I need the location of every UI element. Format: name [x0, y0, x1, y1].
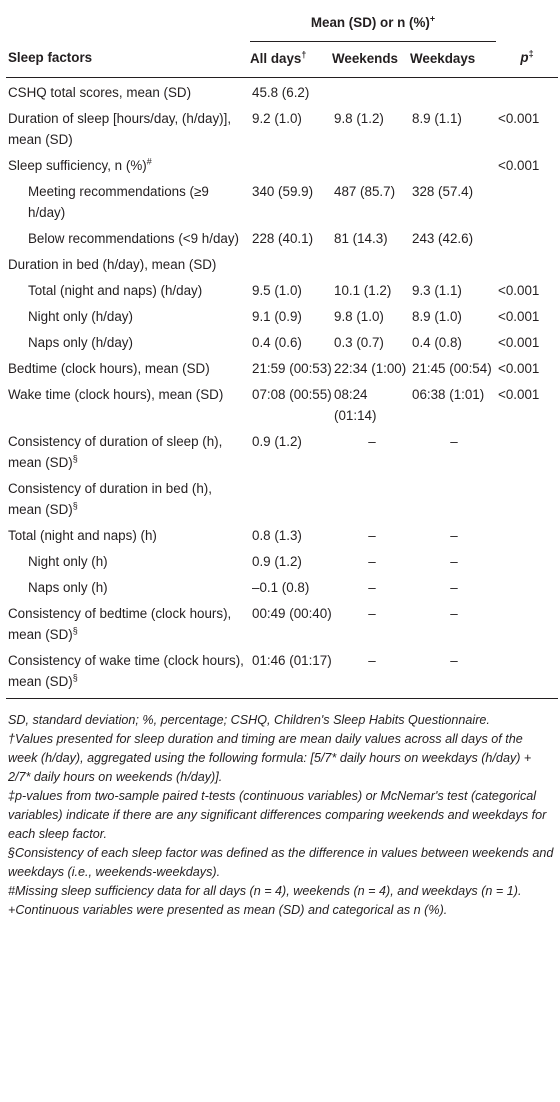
cell-all-days: 0.9 (1.2)	[252, 433, 302, 449]
cell-weekends	[332, 476, 410, 523]
cell-all-days: 45.8 (6.2)	[252, 84, 310, 100]
cell-p-value	[496, 575, 558, 601]
footnote: †Values presented for sleep duration and timing are mean daily values across all days of the week (h/day), aggregated using the following formula: [5/7* daily hours on weekdays (h/day) + 2/7* daily hours on weekends (h/day)].	[8, 731, 532, 784]
table-row	[6, 648, 558, 699]
cell-weekdays: –	[450, 605, 458, 621]
table-row	[6, 523, 558, 549]
cell-weekends	[332, 153, 410, 179]
row-label: Bedtime (clock hours), mean (SD)	[8, 360, 210, 376]
row-label: CSHQ total scores, mean (SD)	[8, 84, 192, 100]
row-label: Naps only (h)	[28, 579, 108, 595]
cell-p-value	[496, 252, 558, 278]
footnote: #Missing sleep sufficiency data for all days (n = 4), weekends (n = 4), and weekdays (n = 1).	[8, 883, 522, 898]
cell-weekdays	[410, 252, 496, 278]
cell-p-value	[496, 648, 558, 699]
col-header-factor: Sleep factors	[8, 50, 93, 66]
group-header	[250, 0, 496, 39]
cell-all-days: 00:49 (00:40)	[252, 605, 332, 621]
group-header-sup: +	[429, 13, 436, 24]
table-row	[6, 106, 558, 153]
cell-weekends: 487 (85.7)	[334, 183, 396, 199]
cell-all-days: 9.1 (0.9)	[252, 308, 302, 324]
cell-all-days: 21:59 (00:53)	[252, 360, 332, 376]
row-label: Consistency of duration in bed (h), mean (SD)§	[8, 480, 212, 517]
cell-weekdays: –	[450, 579, 458, 595]
cell-weekdays: 243 (42.6)	[412, 230, 474, 246]
table-row	[6, 226, 558, 252]
table-row	[6, 382, 558, 429]
col-header-weekdays: Weekdays	[410, 50, 476, 66]
table-footnotes	[6, 699, 558, 920]
cell-weekdays: 8.9 (1.0)	[412, 308, 462, 324]
footnote: ‡p-values from two-sample paired t-tests (continuous variables) or McNemar's test (categorical variables) indicate if there are any significant differences comparing weekends and weekdays for each sleep factor.	[8, 788, 547, 841]
row-label-sup: §	[72, 672, 78, 683]
footnote: SD, standard deviation; %, percentage; CSHQ, Children's Sleep Habits Questionnaire.	[8, 712, 490, 727]
cell-weekends: 9.8 (1.2)	[334, 110, 384, 126]
cell-p-value: <0.001	[498, 282, 540, 298]
row-label: Meeting recommendations (≥9 h/day)	[28, 183, 209, 220]
cell-weekends: 22:34 (1:00)	[334, 360, 407, 376]
table-row	[6, 549, 558, 575]
cell-weekdays: –	[450, 553, 458, 569]
table-row	[6, 429, 558, 476]
cell-weekdays: 9.3 (1.1)	[412, 282, 462, 298]
cell-p-value: <0.001	[498, 386, 540, 402]
cell-all-days	[250, 476, 332, 523]
cell-p-value: <0.001	[498, 308, 540, 324]
cell-weekdays	[410, 153, 496, 179]
cell-p-value	[496, 179, 558, 226]
col-header-p: p‡	[520, 48, 534, 66]
cell-weekdays: 328 (57.4)	[412, 183, 474, 199]
cell-p-value	[496, 429, 558, 476]
table-row	[6, 77, 558, 106]
cell-weekends	[332, 77, 410, 106]
cell-all-days: 0.4 (0.6)	[252, 334, 302, 350]
cell-p-value	[496, 226, 558, 252]
cell-p-value	[496, 77, 558, 106]
cell-weekdays: 06:38 (1:01)	[412, 386, 485, 402]
table-row	[6, 252, 558, 278]
cell-weekends: 08:24 (01:14)	[334, 386, 377, 423]
cell-p-value	[496, 523, 558, 549]
cell-all-days: 228 (40.1)	[252, 230, 314, 246]
col-header-all-days: All days†	[250, 49, 307, 66]
cell-all-days	[250, 153, 332, 179]
row-label: Consistency of duration of sleep (h), mean (SD)§	[8, 433, 223, 470]
footnote: §Consistency of each sleep factor was defined as the difference in values between weekends and weekdays (i.e., weekends-weekdays).	[8, 845, 554, 879]
table-header	[6, 0, 558, 77]
row-label: Consistency of wake time (clock hours), mean (SD)§	[6, 648, 250, 699]
cell-weekdays: 8.9 (1.1)	[412, 110, 462, 126]
cell-all-days: 340 (59.9)	[252, 183, 314, 199]
row-label: Duration of sleep [hours/day, (h/day)], mean (SD)	[8, 110, 232, 147]
table-row	[6, 179, 558, 226]
row-label: Wake time (clock hours), mean (SD)	[8, 386, 224, 402]
row-label: Total (night and naps) (h/day)	[28, 282, 203, 298]
cell-weekdays: 0.4 (0.8)	[412, 334, 462, 350]
cell-weekends: –	[368, 527, 376, 543]
cell-p-value	[496, 601, 558, 648]
cell-weekends: –	[368, 553, 376, 569]
cell-p-value	[496, 476, 558, 523]
cell-all-days: 01:46 (01:17)	[250, 648, 332, 699]
cell-all-days: 07:08 (00:55)	[252, 386, 332, 402]
row-label-sup: §	[72, 625, 78, 636]
cell-weekends: 81 (14.3)	[334, 230, 388, 246]
row-label-sup: §	[72, 453, 78, 464]
row-label: Duration in bed (h/day), mean (SD)	[8, 256, 217, 272]
row-label-sup: §	[72, 500, 78, 511]
cell-weekends: 9.8 (1.0)	[334, 308, 384, 324]
cell-weekends: 0.3 (0.7)	[334, 334, 384, 350]
cell-weekdays: 21:45 (00:54)	[412, 360, 492, 376]
row-label: Total (night and naps) (h)	[8, 527, 157, 543]
cell-all-days: 9.5 (1.0)	[252, 282, 302, 298]
table-row	[6, 278, 558, 304]
cell-weekends: –	[368, 433, 376, 449]
row-label: Night only (h/day)	[28, 308, 133, 324]
cell-weekdays: –	[450, 433, 458, 449]
cell-all-days: 0.9 (1.2)	[252, 553, 302, 569]
row-label: Night only (h)	[28, 553, 108, 569]
cell-weekends: –	[332, 648, 410, 699]
row-label: Consistency of bedtime (clock hours), mean (SD)§	[8, 605, 232, 642]
row-label: Sleep sufficiency, n (%)#	[8, 156, 152, 173]
cell-weekdays	[410, 77, 496, 106]
cell-weekends	[332, 252, 410, 278]
cell-all-days	[250, 252, 332, 278]
row-label: Below recommendations (<9 h/day)	[28, 230, 240, 246]
sleep-factors-table	[6, 0, 558, 699]
cell-weekdays	[410, 476, 496, 523]
cell-weekdays: –	[410, 648, 496, 699]
cell-weekends: 10.1 (1.2)	[334, 282, 392, 298]
cell-weekends: –	[368, 605, 376, 621]
cell-p-value: <0.001	[498, 334, 540, 350]
row-label-sup: #	[146, 156, 152, 167]
table-row	[6, 153, 558, 179]
table-row	[6, 356, 558, 382]
cell-weekends: –	[368, 579, 376, 595]
group-header-label: Mean (SD) or n (%)	[310, 15, 430, 30]
cell-all-days: –0.1 (0.8)	[252, 579, 310, 595]
cell-all-days: 9.2 (1.0)	[252, 110, 302, 126]
cell-weekdays: –	[450, 527, 458, 543]
table-body	[6, 77, 558, 698]
table-row	[6, 601, 558, 648]
cell-p-value: <0.001	[498, 157, 540, 173]
cell-all-days: 0.8 (1.3)	[252, 527, 302, 543]
footnote: +Continuous variables were presented as mean (SD) and categorical as n (%).	[8, 902, 448, 917]
row-label: Naps only (h/day)	[28, 334, 133, 350]
table-row	[6, 575, 558, 601]
col-header-weekends: Weekends	[332, 50, 398, 66]
cell-p-value: <0.001	[498, 110, 540, 126]
table-row	[6, 476, 558, 523]
table-row	[6, 304, 558, 330]
cell-p-value	[496, 549, 558, 575]
table-row	[6, 330, 558, 356]
cell-p-value: <0.001	[498, 360, 540, 376]
